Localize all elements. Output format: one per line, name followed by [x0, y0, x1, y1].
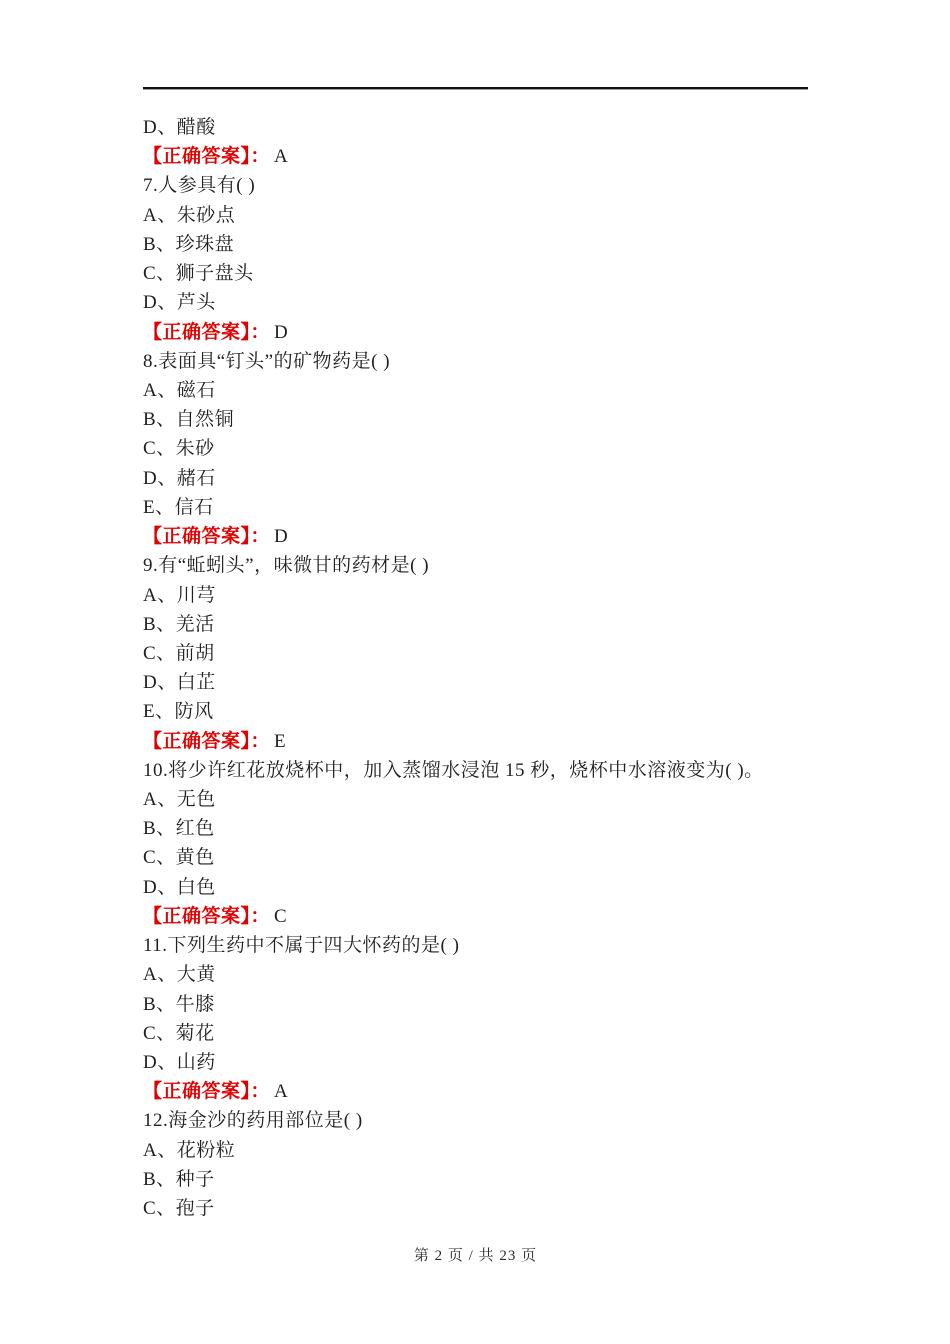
option-text: A、川芎 [143, 584, 216, 606]
option-text: A、磁石 [143, 379, 216, 401]
option-text: C、前胡 [143, 642, 215, 664]
option-text: A、大黄 [143, 964, 216, 986]
answer-label: 【正确答案】： [143, 321, 271, 343]
answer-label: 【正确答案】： [143, 146, 271, 168]
answer-value: C [274, 905, 288, 927]
option-text: B、种子 [143, 1168, 215, 1190]
option-text: D、醋酸 [143, 117, 216, 138]
answer-value: A [274, 146, 289, 168]
option-text: C、狮子盘头 [143, 263, 254, 285]
option-text: C、朱砂 [143, 438, 215, 460]
option-text: A、无色 [143, 789, 216, 811]
option-text: B、红色 [143, 818, 215, 840]
option-text: D、芦头 [143, 292, 216, 314]
option-text: D、山药 [143, 1052, 216, 1073]
answer-label: 【正确答案】： [143, 730, 271, 752]
option-text: C、黄色 [143, 847, 215, 869]
question-text: 9.有“蚯蚓头”，味微甘的药材是( ) [143, 555, 430, 577]
option-text: B、羌活 [143, 613, 215, 635]
option-text: B、珍珠盘 [143, 233, 235, 255]
option-text: B、自然铜 [143, 409, 235, 431]
answer-value: E [274, 730, 287, 752]
option-text: E、信石 [143, 496, 214, 518]
option-text: A、花粉粒 [143, 1139, 236, 1161]
correct-answer-line [143, 902, 823, 931]
document-body [143, 113, 823, 1223]
option-text: B、牛膝 [143, 993, 215, 1015]
option-text: D、赭石 [143, 467, 216, 489]
question-text: 7.人参具有( ) [143, 175, 256, 197]
question-text: 8.表面具“钉头”的矿物药是( ) [143, 350, 391, 372]
option-text: C、孢子 [143, 1198, 215, 1220]
page-number-footer: 第 2 页 / 共 23 页 [413, 1248, 538, 1264]
answer-label: 【正确答案】： [143, 1081, 271, 1103]
option-text: A、朱砂点 [143, 204, 236, 226]
option-text: E、防风 [143, 701, 214, 723]
option-text: D、白芷 [143, 672, 216, 694]
answer-value: D [274, 321, 289, 343]
question-text: 10.将少许红花放烧杯中，加入蒸馏水浸泡 15 秒，烧杯中水溶液变为( )。 [143, 759, 764, 781]
correct-answer-line [143, 727, 823, 756]
option-text: C、菊花 [143, 1022, 215, 1044]
answer-label: 【正确答案】： [143, 526, 271, 548]
option-text: D、白色 [143, 876, 216, 898]
correct-answer-line [143, 318, 823, 347]
question-text: 11.下列生药中不属于四大怀药的是( ) [143, 935, 460, 957]
header-divider-rule [143, 87, 808, 90]
correct-answer-line [143, 1077, 823, 1106]
question-text: 12.海金沙的药用部位是( ) [143, 1110, 363, 1132]
correct-answer-line [143, 142, 823, 171]
correct-answer-line [143, 522, 823, 551]
answer-value: A [274, 1081, 289, 1103]
answer-value: D [274, 526, 289, 548]
answer-label: 【正确答案】： [143, 905, 271, 927]
